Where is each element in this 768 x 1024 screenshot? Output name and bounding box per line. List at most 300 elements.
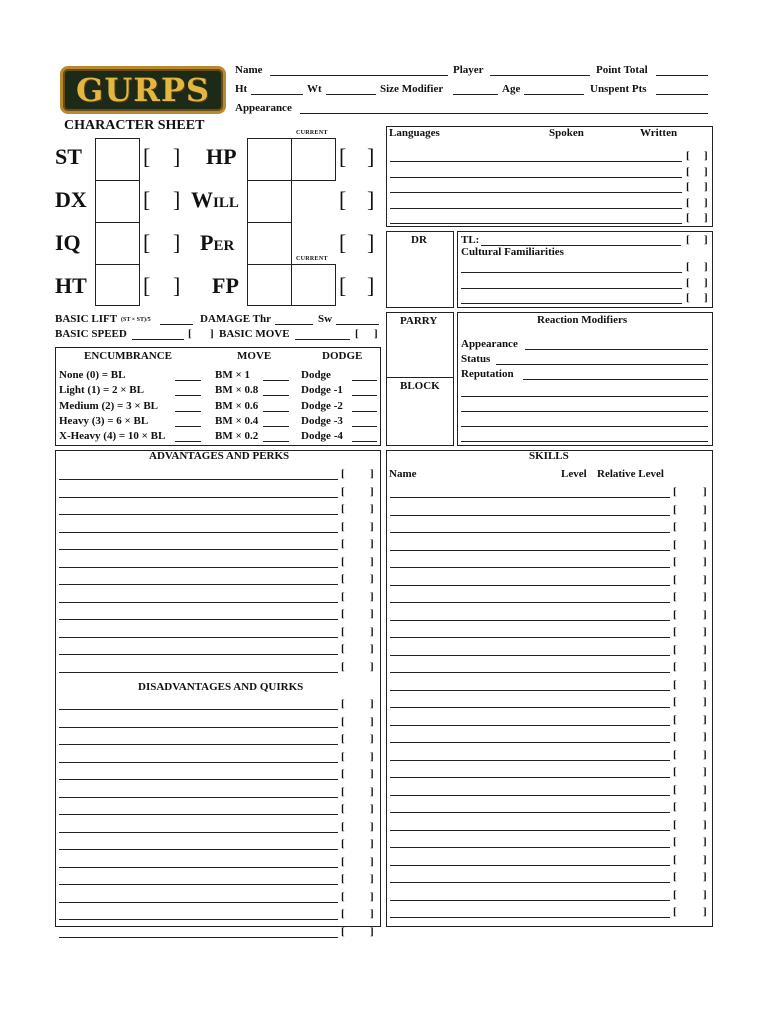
damage-thr-field[interactable] (275, 324, 313, 325)
disadvantage-row-points-close: ] (370, 820, 374, 833)
will-label: Will (191, 187, 239, 212)
skill-row-points-close: ] (703, 731, 707, 743)
skill-row-line[interactable] (390, 550, 670, 551)
dodge-header: DODGE (322, 350, 363, 362)
disadvantage-row-points-close: ] (370, 803, 374, 815)
skill-row-line[interactable] (390, 760, 670, 761)
skill-row-points-close: ] (703, 521, 707, 533)
advantage-row-points-open: [ (341, 468, 345, 480)
skill-row-line[interactable] (390, 497, 670, 498)
skill-row-line[interactable] (390, 532, 670, 533)
advantage-row-line[interactable] (59, 497, 338, 498)
move-header: MOVE (237, 350, 272, 362)
fp-value[interactable] (247, 264, 292, 306)
enc-level-1: Light (1) = 2 × BL (59, 384, 144, 396)
disadvantage-row-points-open: [ (341, 768, 345, 780)
reaction-reputation-label: Reputation (461, 368, 514, 380)
language-row-points-close: ] (704, 150, 708, 162)
unspent-pts-field[interactable] (656, 94, 708, 95)
language-row-line[interactable] (390, 161, 682, 162)
reaction-appearance-field[interactable] (525, 349, 708, 350)
advantage-row-points-close: ] (370, 573, 374, 585)
skill-row-line[interactable] (390, 655, 670, 656)
skill-row-points-open: [ (673, 713, 677, 726)
iq-cost-close: ] (173, 230, 181, 255)
iq-value[interactable] (95, 222, 140, 265)
basic-speed-open: [ (188, 328, 192, 340)
disadvantage-row-line[interactable] (59, 762, 338, 763)
cultural-row-points-open: [ (686, 276, 690, 289)
gurps-logo: GURPS (60, 66, 226, 114)
size-modifier-label: Size Modifier (380, 83, 444, 95)
skill-row-points-close: ] (703, 748, 707, 761)
skill-row-line[interactable] (390, 742, 670, 743)
disadvantages-title: DISADVANTAGES AND QUIRKS (138, 681, 304, 693)
ht-field[interactable] (251, 94, 303, 95)
skill-row-points-close: ] (703, 801, 707, 813)
reaction-row-line[interactable] (461, 396, 708, 397)
disadvantage-row-points-open: [ (341, 785, 345, 798)
skill-row-points-open: [ (673, 661, 677, 673)
hp-current-label: CURRENT (296, 130, 328, 136)
enc-level-4: X-Heavy (4) = 10 × BL (59, 430, 166, 442)
advantage-row-points-close: ] (370, 503, 374, 515)
block-label: BLOCK (400, 380, 440, 392)
advantage-row-points-open: [ (341, 538, 345, 550)
st-cost-open: [ (143, 144, 151, 169)
hp-value[interactable] (247, 138, 292, 181)
skill-row-points-open: [ (673, 556, 677, 568)
advantage-row-points-open: [ (341, 625, 345, 638)
cultural-row-line[interactable] (461, 303, 682, 304)
skill-row-points-open: [ (673, 766, 677, 778)
tl-box (457, 231, 713, 308)
skill-row-points-open: [ (673, 748, 677, 761)
tl-close: ] (704, 234, 708, 246)
disadvantage-row-points-open: [ (341, 838, 345, 850)
skill-row-line[interactable] (390, 707, 670, 708)
advantage-row-points-open: [ (341, 520, 345, 533)
language-row-points-open: [ (686, 150, 690, 162)
languages-title: Languages (389, 127, 440, 139)
spoken-header: Spoken (549, 127, 584, 139)
skill-row-points-open: [ (673, 853, 677, 866)
advantage-row-points-close: ] (370, 468, 374, 480)
enc-dodge-field-1[interactable] (352, 395, 377, 396)
disadvantage-row-points-close: ] (370, 925, 374, 938)
skill-row-line[interactable] (390, 602, 670, 603)
skill-row-line[interactable] (390, 812, 670, 813)
ht-attr-label: HT (55, 273, 87, 298)
will-cost-open: [ (339, 187, 347, 212)
skill-row-points-close: ] (703, 836, 707, 848)
advantage-row-points-close: ] (370, 660, 374, 673)
enc-move-field-0[interactable] (263, 380, 289, 381)
disadvantage-row-line[interactable] (59, 797, 338, 798)
cultural-row-points-open: [ (686, 292, 690, 304)
skill-row-points-close: ] (703, 556, 707, 568)
enc-level-2: Medium (2) = 3 × BL (59, 400, 159, 412)
advantage-row-line[interactable] (59, 654, 338, 655)
fp-cost-open: [ (339, 273, 347, 298)
skill-row-points-open: [ (673, 801, 677, 813)
basic-move-close: ] (374, 328, 378, 340)
advantage-row-line[interactable] (59, 619, 338, 620)
cultural-row-points-open: [ (686, 261, 690, 273)
advantage-row-line[interactable] (59, 532, 338, 533)
disadvantage-row-points-open: [ (341, 715, 345, 728)
disadvantage-row-line[interactable] (59, 884, 338, 885)
will-value[interactable] (247, 180, 292, 223)
advantage-row-points-open: [ (341, 485, 345, 498)
sw-label: Sw (318, 313, 333, 325)
reaction-reputation-field[interactable] (523, 379, 708, 380)
will-cost-close: ] (367, 187, 375, 212)
skill-row-line[interactable] (390, 567, 670, 568)
dx-cost-open: [ (143, 187, 151, 212)
advantage-row-points-close: ] (370, 590, 374, 603)
disadvantage-row-line[interactable] (59, 709, 338, 710)
skill-row-line[interactable] (390, 585, 670, 586)
skill-row-points-close: ] (703, 626, 707, 638)
disadvantage-row-points-close: ] (370, 750, 374, 763)
reaction-appearance-label: Appearance (461, 338, 518, 350)
enc-level-3: Heavy (3) = 6 × BL (59, 415, 149, 427)
reaction-row-line[interactable] (461, 411, 708, 412)
wt-label: Wt (307, 83, 322, 95)
enc-move-field-3[interactable] (263, 426, 289, 427)
skill-row-line[interactable] (390, 515, 670, 516)
enc-weight-3[interactable] (175, 426, 201, 427)
skill-row-line[interactable] (390, 620, 670, 621)
cultural-row-points-close: ] (704, 261, 708, 273)
skill-row-points-close: ] (703, 906, 707, 918)
advantage-row-points-open: [ (341, 660, 345, 673)
skill-row-points-open: [ (673, 608, 677, 621)
skill-row-points-close: ] (703, 696, 707, 708)
advantage-row-points-close: ] (370, 643, 374, 655)
disadvantage-row-points-open: [ (341, 698, 345, 710)
tl-open: [ (686, 234, 690, 246)
enc-move-3: BM × 0.4 (215, 415, 259, 427)
cultural-row-points-close: ] (704, 292, 708, 304)
advantage-row-points-close: ] (370, 520, 374, 533)
per-value[interactable] (247, 222, 292, 265)
per-cost-close: ] (367, 230, 375, 255)
disadvantage-row-points-open: [ (341, 820, 345, 833)
disadvantage-row-points-close: ] (370, 838, 374, 850)
skill-row-points-close: ] (703, 591, 707, 603)
skill-row-line[interactable] (390, 830, 670, 831)
advantage-row-line[interactable] (59, 567, 338, 568)
name-field[interactable] (270, 75, 448, 76)
cultural-row-points-close: ] (704, 276, 708, 289)
size-modifier-field[interactable] (453, 94, 498, 95)
skill-row-line[interactable] (390, 865, 670, 866)
damage-sw-field[interactable] (336, 324, 379, 325)
reaction-status-field[interactable] (496, 364, 708, 365)
skill-row-points-close: ] (703, 573, 707, 586)
dx-cost-close: ] (173, 187, 181, 212)
skill-row-line[interactable] (390, 882, 670, 883)
skill-row-line[interactable] (390, 777, 670, 778)
disadvantage-row-points-close: ] (370, 873, 374, 885)
enc-dodge-2: Dodge -2 (301, 400, 343, 412)
enc-move-field-2[interactable] (263, 411, 289, 412)
disadvantage-row-points-close: ] (370, 785, 374, 798)
advantage-row-points-open: [ (341, 555, 345, 568)
cultural-row-line[interactable] (461, 288, 682, 289)
enc-dodge-0: Dodge (301, 369, 331, 381)
skill-name-header: Name (389, 468, 417, 480)
enc-dodge-field-2[interactable] (352, 411, 377, 412)
skill-row-points-close: ] (703, 486, 707, 498)
reaction-row-line[interactable] (461, 441, 708, 442)
skills-title: SKILLS (529, 450, 569, 462)
hp-cost-close: ] (367, 144, 375, 169)
disadvantage-row-line[interactable] (59, 744, 338, 745)
skill-row-points-close: ] (703, 661, 707, 673)
advantages-title: ADVANTAGES AND PERKS (149, 450, 290, 462)
disadvantage-row-points-close: ] (370, 733, 374, 745)
point-total-label: Point Total (596, 64, 648, 76)
skill-row-points-close: ] (703, 818, 707, 831)
skill-row-line[interactable] (390, 847, 670, 848)
dx-value[interactable] (95, 180, 140, 223)
per-label: Per (200, 230, 235, 255)
disadvantage-row-points-close: ] (370, 890, 374, 903)
skill-row-line[interactable] (390, 690, 670, 691)
disadvantage-row-line[interactable] (59, 937, 338, 938)
skill-row-points-close: ] (703, 766, 707, 778)
appearance-field[interactable] (300, 113, 708, 114)
advantage-row-points-close: ] (370, 625, 374, 638)
enc-dodge-field-0[interactable] (352, 380, 377, 381)
disadvantage-row-points-open: [ (341, 750, 345, 763)
enc-move-1: BM × 0.8 (215, 384, 259, 396)
skill-row-points-open: [ (673, 573, 677, 586)
skill-row-points-close: ] (703, 888, 707, 901)
name-label: Name (235, 64, 263, 76)
advantage-row-line[interactable] (59, 602, 338, 603)
skill-row-points-close: ] (703, 538, 707, 551)
unspent-pts-label: Unspent Pts (590, 83, 647, 95)
skill-row-points-open: [ (673, 643, 677, 656)
disadvantage-row-line[interactable] (59, 779, 338, 780)
enc-weight-2[interactable] (175, 411, 201, 412)
advantage-row-line[interactable] (59, 584, 338, 585)
skill-row-points-open: [ (673, 538, 677, 551)
player-field[interactable] (490, 75, 590, 76)
enc-move-field-1[interactable] (263, 395, 289, 396)
disadvantage-row-points-close: ] (370, 698, 374, 710)
disadvantage-row-points-open: [ (341, 803, 345, 815)
language-row-points-close: ] (704, 181, 708, 193)
advantage-row-points-open: [ (341, 590, 345, 603)
disadvantage-row-line[interactable] (59, 727, 338, 728)
enc-dodge-field-3[interactable] (352, 426, 377, 427)
dx-label: DX (55, 187, 87, 212)
basic-move-label: BASIC MOVE (219, 328, 290, 340)
enc-weight-1[interactable] (175, 395, 201, 396)
language-row-points-open: [ (686, 165, 690, 178)
damage-label: DAMAGE Thr (200, 313, 271, 325)
basic-lift-label: BASIC LIFT (55, 313, 118, 325)
st-label: ST (55, 144, 82, 169)
st-cost-close: ] (173, 144, 181, 169)
enc-move-0: BM × 1 (215, 369, 250, 381)
skill-row-line[interactable] (390, 672, 670, 673)
fp-current[interactable] (291, 264, 336, 306)
reaction-status-label: Status (461, 353, 491, 365)
enc-dodge-1: Dodge -1 (301, 384, 343, 396)
advantage-row-line[interactable] (59, 637, 338, 638)
disadvantage-row-line[interactable] (59, 849, 338, 850)
language-row-line[interactable] (390, 192, 682, 193)
age-field[interactable] (524, 94, 584, 95)
disadvantage-row-points-open: [ (341, 873, 345, 885)
disadvantage-row-points-close: ] (370, 715, 374, 728)
skills-box (386, 450, 713, 927)
point-total-field[interactable] (656, 75, 708, 76)
enc-move-field-4[interactable] (263, 441, 289, 442)
disadvantage-row-points-open: [ (341, 908, 345, 920)
advantage-row-points-close: ] (370, 555, 374, 568)
language-row-points-open: [ (686, 181, 690, 193)
advantage-row-points-open: [ (341, 608, 345, 620)
enc-move-4: BM × 0.2 (215, 430, 259, 442)
advantage-row-points-open: [ (341, 503, 345, 515)
advantage-row-points-close: ] (370, 608, 374, 620)
basic-lift-field[interactable] (160, 324, 193, 325)
skill-row-points-close: ] (703, 608, 707, 621)
written-header: Written (640, 127, 678, 139)
language-row-line[interactable] (390, 177, 682, 178)
advantage-row-points-close: ] (370, 538, 374, 550)
fp-label: FP (212, 273, 239, 298)
parry-label: PARRY (400, 315, 438, 327)
st-value[interactable] (95, 138, 140, 181)
enc-level-0: None (0) = BL (59, 369, 126, 381)
skill-row-points-close: ] (703, 783, 707, 796)
hp-label: HP (206, 144, 237, 169)
language-row-points-close: ] (704, 165, 708, 178)
skill-row-points-open: [ (673, 906, 677, 918)
advantage-row-points-close: ] (370, 485, 374, 498)
disadvantage-row-points-close: ] (370, 855, 374, 868)
skill-row-line[interactable] (390, 725, 670, 726)
skill-row-points-open: [ (673, 818, 677, 831)
age-label: Age (502, 83, 521, 95)
language-row-points-close: ] (704, 212, 708, 224)
fp-cost-close: ] (367, 273, 375, 298)
skill-row-points-close: ] (703, 853, 707, 866)
ht-value[interactable] (95, 264, 140, 306)
basic-speed-field[interactable] (132, 339, 184, 340)
wt-field[interactable] (326, 94, 376, 95)
skill-row-points-open: [ (673, 836, 677, 848)
enc-weight-0[interactable] (175, 380, 201, 381)
iq-label: IQ (55, 230, 81, 255)
disadvantage-row-line[interactable] (59, 919, 338, 920)
per-cost-open: [ (339, 230, 347, 255)
basic-move-open: [ (355, 328, 359, 340)
disadvantage-row-line[interactable] (59, 832, 338, 833)
disadvantage-row-line[interactable] (59, 814, 338, 815)
disadvantage-row-line[interactable] (59, 867, 338, 868)
disadvantage-row-points-open: [ (341, 855, 345, 868)
skill-row-line[interactable] (390, 795, 670, 796)
basic-speed-label: BASIC SPEED (55, 328, 127, 340)
reaction-row-line[interactable] (461, 426, 708, 427)
hp-cost-open: [ (339, 144, 347, 169)
skill-level-header: Level (561, 468, 587, 480)
skill-row-points-open: [ (673, 783, 677, 796)
ht-cost-close: ] (173, 273, 181, 298)
disadvantage-row-points-open: [ (341, 890, 345, 903)
skill-row-points-close: ] (703, 678, 707, 691)
player-label: Player (453, 64, 484, 76)
skill-row-points-open: [ (673, 731, 677, 743)
disadvantage-row-line[interactable] (59, 902, 338, 903)
advantage-row-points-open: [ (341, 643, 345, 655)
reaction-modifiers-title: Reaction Modifiers (537, 314, 628, 326)
skill-row-points-open: [ (673, 486, 677, 498)
ht-label: Ht (235, 83, 248, 95)
enc-move-2: BM × 0.6 (215, 400, 259, 412)
dr-label: DR (411, 234, 427, 246)
cultural-row-line[interactable] (461, 272, 682, 273)
disadvantage-row-points-open: [ (341, 733, 345, 745)
skill-row-points-open: [ (673, 678, 677, 691)
sheet-title: CHARACTER SHEET (64, 118, 205, 133)
language-row-line[interactable] (390, 223, 682, 224)
skill-row-points-close: ] (703, 871, 707, 883)
skill-row-line[interactable] (390, 900, 670, 901)
language-row-points-open: [ (686, 212, 690, 224)
skill-relative-level-header: Relative Level (597, 468, 664, 480)
enc-weight-4[interactable] (175, 441, 201, 442)
hp-current[interactable] (291, 138, 336, 181)
enc-dodge-3: Dodge -3 (301, 415, 343, 427)
skill-row-points-open: [ (673, 696, 677, 708)
fp-current-label: CURRENT (296, 256, 328, 262)
disadvantage-row-points-open: [ (341, 925, 345, 938)
disadvantage-row-points-close: ] (370, 908, 374, 920)
skill-row-line[interactable] (390, 637, 670, 638)
basic-move-field[interactable] (295, 339, 350, 340)
tl-label: TL: (461, 234, 480, 246)
advantage-row-line[interactable] (59, 479, 338, 480)
basic-lift-formula: (ST × ST)/5 (121, 317, 151, 323)
skill-row-points-open: [ (673, 503, 677, 516)
advantage-row-line[interactable] (59, 672, 338, 673)
enc-dodge-4: Dodge -4 (301, 430, 343, 442)
language-row-points-close: ] (704, 196, 708, 209)
language-row-line[interactable] (390, 208, 682, 209)
skill-row-points-open: [ (673, 888, 677, 901)
enc-dodge-field-4[interactable] (352, 441, 377, 442)
ht-cost-open: [ (143, 273, 151, 298)
advantage-row-line[interactable] (59, 514, 338, 515)
advantage-row-points-open: [ (341, 573, 345, 585)
disadvantage-row-points-close: ] (370, 768, 374, 780)
skill-row-points-open: [ (673, 871, 677, 883)
skill-row-line[interactable] (390, 917, 670, 918)
advantage-row-line[interactable] (59, 549, 338, 550)
skill-row-points-open: [ (673, 521, 677, 533)
appearance-label: Appearance (235, 102, 292, 114)
